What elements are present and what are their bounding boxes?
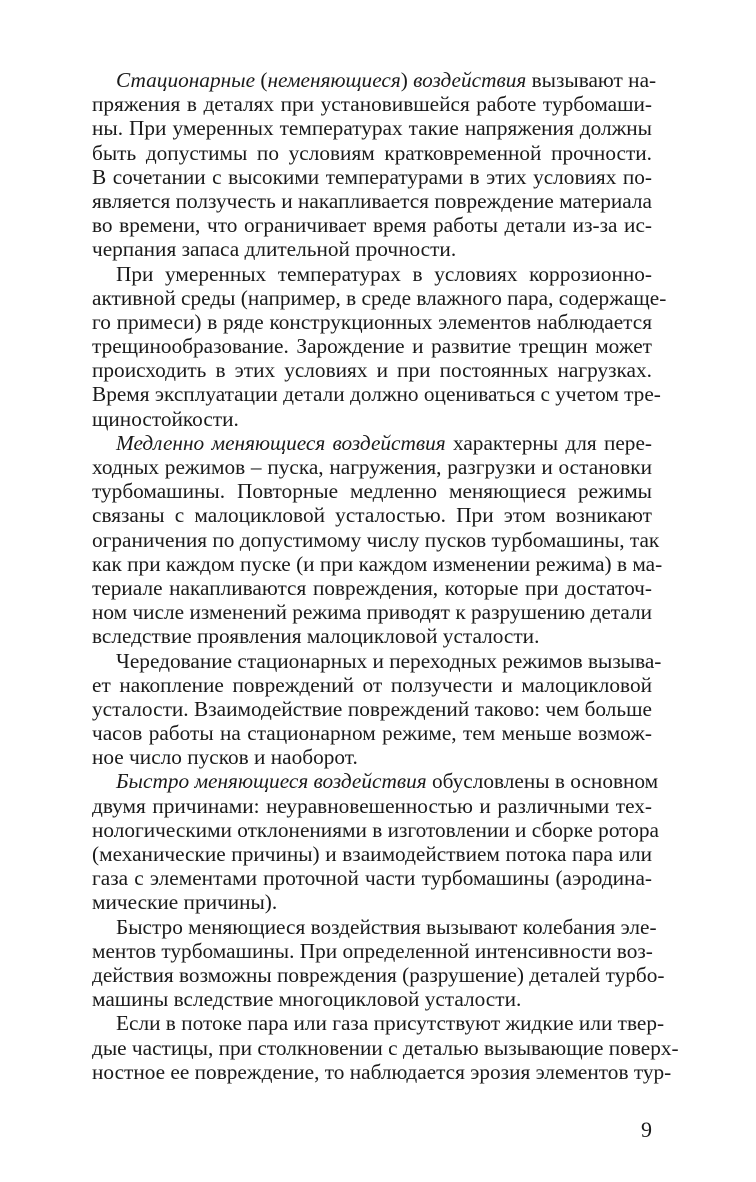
text-line: дые частицы, при столкновении с деталью вызывающие поверх- — [92, 1035, 679, 1060]
paragraph — [92, 648, 662, 770]
text-line: пряжения в деталях при установившейся работе турбомаши- — [92, 92, 652, 117]
text-line: турбомашины. Повторные медленно меняющиеся режимы — [92, 479, 652, 504]
text-line: ное число пусков и наоборот. — [92, 745, 358, 770]
text-line: териале накапливаются повреждения, которые при достаточ- — [92, 575, 652, 600]
emphasis: Медленно меняющиеся воздействия — [116, 430, 446, 455]
text-line: щиностойкости. — [92, 406, 239, 431]
text-line: (механические причины) и взаимодействием потока пара или — [92, 842, 652, 866]
text-line: нологическими отклонениями в изготовлении и сборке ротора — [92, 817, 659, 842]
text-line: мические причины). — [92, 890, 278, 915]
text-line: активной среды (например, в среде влажного пара, содержаще- — [92, 285, 667, 310]
text-line: В сочетании с высокими температурами в этих условиях по- — [92, 164, 652, 189]
text-line: Стационарные (неменяющиеся) воздействия вызывают на- — [116, 68, 657, 92]
paragraph — [92, 430, 663, 649]
text-line: Если в потоке пара или газа присутствуют жидкие или твер- — [116, 1011, 665, 1036]
text-line: как при каждом пуске (и при каждом изменении режима) в ма- — [92, 551, 663, 576]
text-line: го примеси) в ряде конструкционных элементов наблюдается — [92, 309, 652, 334]
text-line: трещинообразование. Зарождение и развитие трещин может — [92, 334, 652, 359]
text-line: Время эксплуатации детали должно оцениваться с учетом тре- — [92, 382, 661, 407]
text-line: ментов турбомашины. При определенной интенсивности воз- — [92, 938, 653, 963]
text-line: вследствие проявления малоцикловой усталости. — [92, 624, 540, 649]
emphasis: Стационарные — [116, 68, 256, 92]
text-line: двумя причинами: неуравновешенностью и различными тех- — [92, 793, 652, 818]
text-line: действия возможны повреждения (разрушение) деталей турбо- — [92, 962, 665, 987]
text-line: часов работы на стационарном режиме, тем меньше возмож- — [92, 721, 652, 746]
text-line: усталости. Взаимодействие повреждений таково: чем больше — [92, 696, 652, 721]
text-line: черпания запаса длительной прочности. — [92, 237, 457, 262]
text-line: машины вследствие многоцикловой усталости. — [92, 987, 522, 1012]
text-line: Медленно меняющиеся воздействия характерны для пере- — [116, 430, 652, 455]
text-line: Чередование стационарных и переходных режимов вызыва- — [116, 648, 662, 673]
text-line: газа с элементами проточной части турбомашины (аэродина- — [92, 866, 652, 891]
text-line: связаны с малоцикловой усталостью. При этом возникают — [92, 503, 652, 528]
text-line: Быстро меняющиеся воздействия обусловлены в основном — [116, 769, 659, 794]
paragraph — [92, 1011, 679, 1084]
emphasis: воздействия — [413, 68, 527, 92]
text-line: во времени, что ограничивает время работы детали из-за ис- — [92, 213, 652, 238]
text-line: Быстро меняющиеся воздействия вызывают колебания эле- — [116, 914, 657, 939]
paragraph — [92, 769, 659, 915]
text-line: ет накопление повреждений от ползучести и малоцикловой — [92, 672, 652, 697]
emphasis: Быстро меняющиеся воздействия — [116, 769, 427, 794]
text-line: происходить в этих условиях и при постоянных нагрузках. — [92, 358, 652, 383]
text-line: ном числе изменений режима приводят к разрушению детали — [92, 600, 652, 625]
paragraph — [92, 914, 665, 1012]
page-body — [92, 68, 679, 1084]
text-line: ограничения по допустимому числу пусков турбомашины, так — [92, 527, 660, 552]
paragraph — [92, 261, 667, 431]
text-line: быть допустимы по условиям кратковременной прочности. — [92, 140, 652, 165]
paragraph — [92, 68, 657, 262]
text-line: При умеренных температурах в условиях коррозионно- — [116, 261, 652, 286]
text-line: ны. При умеренных температурах такие напряжения должны — [92, 116, 652, 141]
text-line: является ползучесть и накапливается повреждение материала — [92, 188, 652, 213]
page-number: 9 — [641, 1117, 652, 1142]
text-line: ностное ее повреждение, то наблюдается эрозия элементов тур- — [92, 1059, 672, 1084]
emphasis: неменяющиеся — [267, 68, 401, 92]
text-line: ходных режимов – пуска, нагружения, разгрузки и остановки — [92, 455, 652, 479]
